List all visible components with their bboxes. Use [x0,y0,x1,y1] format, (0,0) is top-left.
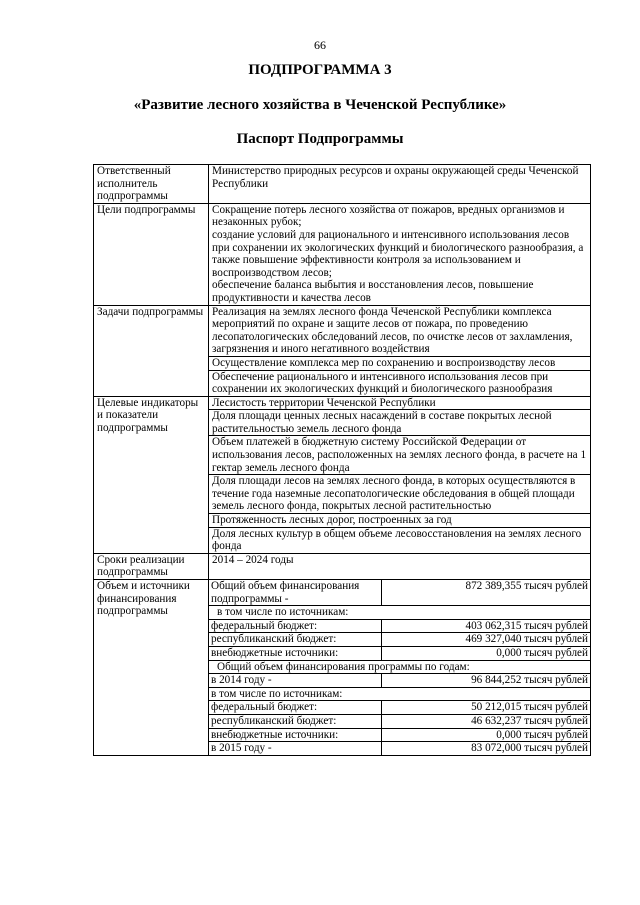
year-2014-extra-value: 0,000 тысяч рублей [382,728,591,742]
indicator-item: Объем платежей в бюджетную систему Российской Федерации от использования лесов, расположенных на землях лесного фонда, в расчете на 1 гектар земель лесного фонда [209,435,590,474]
goal-item: Сокращение потерь лесного хозяйства от пожаров, вредных организмов и незаконных рубок; [212,203,565,229]
row-label: Ответственный исполнитель подпрограммы [94,165,209,204]
task-item: Реализация на землях лесного фонда Чеченской Республики комплекса мероприятий по охране и защите лесов от пожара, по проведению лесопатологических обследований лесов, по очистке лесов от захламления, загрязнения и иного негативного воздействия [212,305,573,356]
year-2014-republic-label: республиканский бюджет: [209,714,382,728]
indicator-item: Лесистость территории Чеченской Республики [212,396,436,409]
task-item: Обеспечение рационального и интенсивного использования лесов при сохранении их экологических функций и биологического разнообразия [209,370,590,396]
row-value [209,396,591,553]
year-2014-value: 96 844,252 тысяч рублей [382,674,591,688]
year-2014-extra-label: внебюджетные источники: [209,728,382,742]
row-label: Задачи подпрограммы [94,305,209,396]
document-heading: ПОДПРОГРАММА 3 [248,62,392,78]
row-value [209,305,591,396]
total-label: Общий объем финансирования подпрограммы - [211,580,360,605]
indicator-item: Доля площади ценных лесных насаждений в составе покрытых лесной растительностью земель лесного фонда [209,409,590,435]
financing-table [209,580,590,755]
indicator-item: Доля лесных культур в общем объеме лесовосстановления на землях лесного фонда [209,527,590,553]
by-years-caption: Общий объем финансирования программы по годам: [209,660,590,674]
federal-value: 403 062,315 тысяч рублей [382,619,591,633]
passport-table [93,164,591,756]
table-row [94,203,591,305]
row-label: Сроки реализации подпрограммы [94,553,209,579]
passport-title: Паспорт Подпрограммы [236,131,404,147]
page-number: 66 [314,38,326,52]
year-2014-federal-label: федеральный бюджет: [209,701,382,715]
subprogram-title: «Развитие лесного хозяйства в Чеченской Республике» [133,97,507,113]
year-2015-value: 83 072,000 тысяч рублей [382,742,591,755]
extra-label: внебюджетные источники: [209,646,382,660]
table-row [94,580,591,756]
sources-caption: в том числе по источникам: [209,606,590,620]
row-label: Целевые индикаторы и показатели подпрограммы [94,396,209,553]
total-value: 872 389,355 тысяч рублей [382,580,591,606]
row-value [209,203,591,305]
table-row [94,396,591,553]
year-2015-label: в 2015 году - [209,742,382,755]
federal-label: федеральный бюджет: [209,619,382,633]
table-row [94,553,591,579]
task-item: Осуществление комплекса мер по сохранению и воспроизводству лесов [209,356,590,370]
indicator-item: Протяженность лесных дорог, построенных за год [209,513,590,527]
republic-value: 469 327,040 тысяч рублей [382,633,591,647]
year-2014-federal-value: 50 212,015 тысяч рублей [382,701,591,715]
year-2014-sources-caption: в том числе по источникам: [209,687,590,701]
row-value: 2014 – 2024 годы [209,553,591,579]
indicator-item: Доля площади лесов на землях лесного фонда, в которых осуществляются в течение года наземные лесопатологические обследования в общей площади земель лесного фонда, покрытых лесной растительностью [209,474,590,513]
row-label: Объем и источники финансирования подпрограммы [94,580,209,756]
row-label: Цели подпрограммы [94,203,209,305]
table-row [94,165,591,204]
republic-label: республиканский бюджет: [209,633,382,647]
goal-item: обеспечение баланса выбытия и восстановления лесов, повышение продуктивности и качества лесов [212,279,534,304]
goal-item: создание условий для рационального и интенсивного использования лесов при сохранении их экологических функций и биологического разнообразия, а также повышение эффективности контроля за использованием и воспроизводством лесов; [212,228,584,279]
table-row [94,305,591,396]
year-2014-label: в 2014 году - [209,674,382,688]
year-2014-republic-value: 46 632,237 тысяч рублей [382,714,591,728]
extra-value: 0,000 тысяч рублей [382,646,591,660]
row-value: Министерство природных ресурсов и охраны окружающей среды Чеченской Республики [209,165,591,204]
financing-cell [209,580,591,756]
